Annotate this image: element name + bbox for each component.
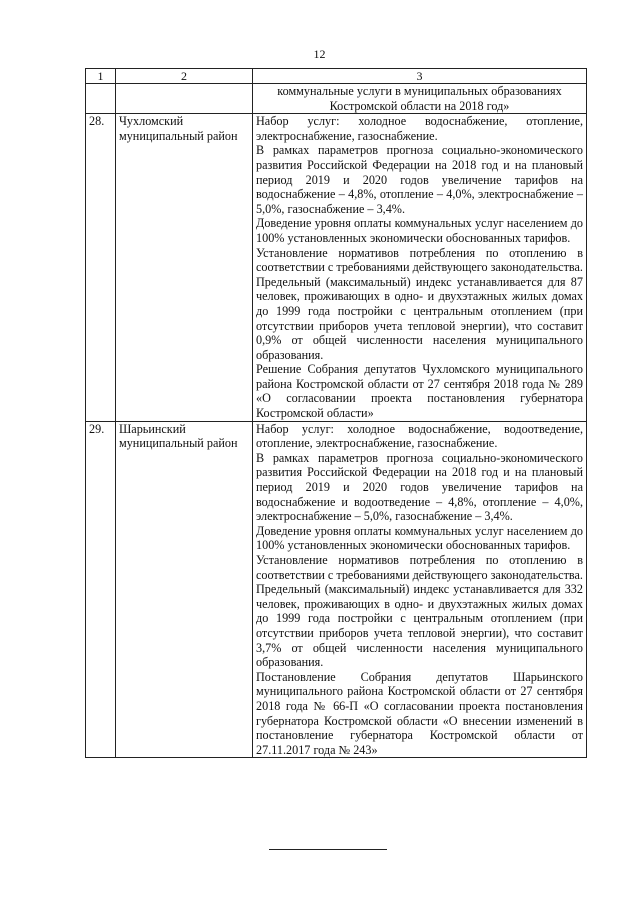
max-index-paragraph: Предельный (максимальный) индекс устанавливается для 332 человек, проживающих в одно- и двухэтажных жилых домах до 1999 года постройки с центральным отоплением (при отсутствии приборов учета тепловой энергии), что составит 3,7% от общей численности населения муниципального образования. <box>256 582 583 670</box>
continuation-text: коммунальные услуги в муниципальных образованиях Костромской области на 2018 год» <box>277 84 562 113</box>
consumption-norms-paragraph: Установление нормативов потребления по отоплению в соответствии с требованиями действующего законодательства. <box>256 245 583 275</box>
row-number: 29. <box>86 421 116 758</box>
column-number-header: 1 <box>86 69 116 84</box>
continuation-district-cell <box>116 84 253 114</box>
footer-divider <box>269 849 387 850</box>
services-paragraph: Набор услуг: холодное водоснабжение, отопление, электроснабжение, газоснабжение. <box>256 114 583 143</box>
table-row <box>86 114 587 421</box>
description-cell <box>253 421 587 758</box>
services-paragraph: Набор услуг: холодное водоснабжение, водоотведение, отопление, электроснабжение, газоснабжение. <box>256 421 583 451</box>
decision-paragraph: Постановление Собрания депутатов Шарьинского муниципального района Костромской области от 27 сентября 2018 года № 66-П «О согласовании проекта постановления губернатора Костромской области «О внесении изменений в постановление губернатора Костромской области от 27.11.2017 года № 243» <box>256 669 583 757</box>
max-index-paragraph: Предельный (максимальный) индекс устанавливается для 87 человек, проживающих в одно- и двухэтажных жилых домах до 1999 года постройки с центральным отоплением (при отсутствии приборов учета тепловой энергии), что составит 0,9% от общей численности населения муниципального образования. <box>256 274 583 362</box>
continuation-row <box>86 84 587 114</box>
payment-level-paragraph: Доведение уровня оплаты коммунальных услуг населением до 100% установленных экономически обоснованных тарифов. <box>256 523 583 553</box>
column-description-header: 3 <box>253 69 587 84</box>
tariff-increase-paragraph: В рамках параметров прогноза социально-экономического развития Российской Федерации на 2018 год и на плановый период 2019 и 2020 годов увеличение тарифов на водоснабжение – 4,8%, отопление – 4,0%, электроснабжение – 5,0%, газоснабжение – 3,4%. <box>256 143 583 216</box>
description-cell <box>253 114 587 421</box>
decision-paragraph: Решение Собрания депутатов Чухломского муниципального района Костромской области от 27 сентября 2018 года № 289 «О согласовании проекта постановления губернатора Костромской области» <box>256 362 583 421</box>
page-number: 12 <box>313 47 326 61</box>
continuation-num-cell <box>86 84 116 114</box>
district-name: Чухломский муниципальный район <box>116 114 253 421</box>
column-district-header: 2 <box>116 69 253 84</box>
tariff-table <box>85 68 587 758</box>
table-header-row <box>86 69 587 84</box>
payment-level-paragraph: Доведение уровня оплаты коммунальных услуг населением до 100% установленных экономически обоснованных тарифов. <box>256 216 583 245</box>
tariff-increase-paragraph: В рамках параметров прогноза социально-экономического развития Российской Федерации на 2018 год и на плановый период 2019 и 2020 годов увеличение тарифов на водоснабжение и водоотведение – 4,8%, отопление – 4,0%, электроснабжение – 5,0%, газоснабжение – 3,4%. <box>256 450 583 524</box>
table-row <box>86 421 587 758</box>
continuation-description-cell <box>253 84 587 114</box>
consumption-norms-paragraph: Установление нормативов потребления по отоплению в соответствии с требованиями действующего законодательства. <box>256 553 583 582</box>
district-name: Шарьинский муниципальный район <box>116 421 253 758</box>
row-number: 28. <box>86 114 116 421</box>
